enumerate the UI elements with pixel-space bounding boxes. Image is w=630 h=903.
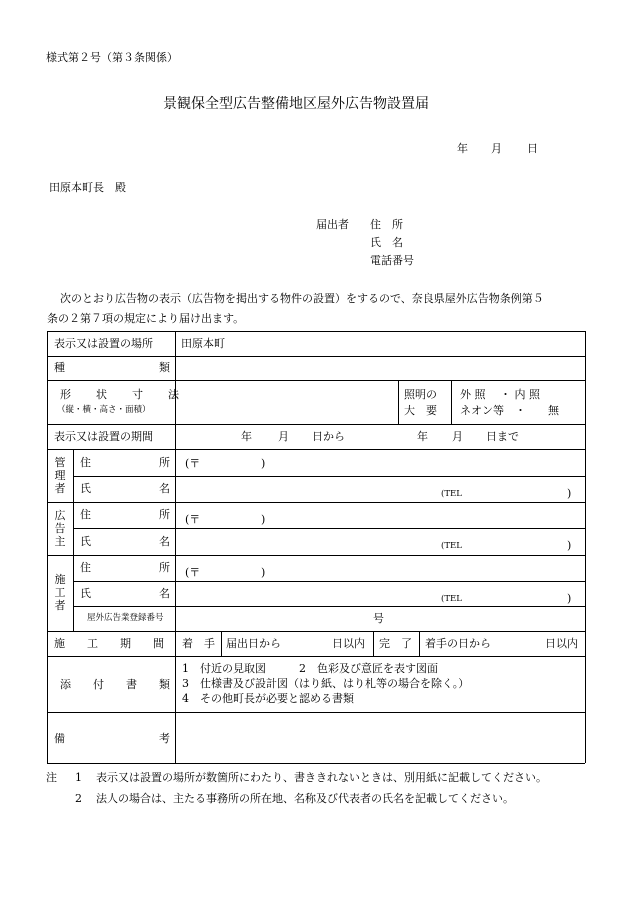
date-year: 年 [457,142,468,155]
lighting-label-1: 照明の [404,388,437,401]
applicant-label: 届出者 [316,218,349,231]
finish-text: 着手の日から [425,637,491,650]
registration-suffix: 号 [373,612,384,625]
date-month: 月 [491,142,502,155]
note-2-number: 2 [75,792,82,805]
size-sublabel: （縦・横・高さ・面積） [57,405,151,415]
advertiser-address-label-2: 所 [159,508,170,521]
attachment-1: 1 付近の見取図 2 色彩及び意匠を表す図面 [182,662,438,675]
attachment-2: 3 仕様書及び設計図（はり紙、はり札等の場合を除く。） [182,677,470,690]
advertiser-label: 広告主 [54,509,66,548]
note-1-number: 1 [75,771,82,784]
form-title: 景観保全型広告整備地区屋外広告物設置届 [163,96,429,112]
remarks-label-2: 考 [159,732,170,745]
manager-postal-open: (〒 [185,457,201,470]
size-label: 形 状 寸 法 [60,388,180,401]
remarks-label-1: 備 [54,732,65,745]
contractor-address-label-1: 住 [80,561,91,574]
construction-label: 施 工 期 間 [54,637,164,650]
period-from: 日から [312,430,345,443]
remarks-field[interactable] [177,714,583,761]
intro-line-2: 条の２第７項の規定により届け出ます。 [47,312,245,325]
applicant-address-label: 住 所 [370,218,403,231]
advertiser-address-label-1: 住 [80,508,91,521]
period-year-2: 年 [417,430,428,443]
applicant-phone-label: 電話番号 [370,254,414,267]
registration-label: 屋外広告業登録番号 [87,613,164,623]
type-label-2: 類 [159,361,170,374]
advertiser-postal-close: ) [261,513,266,526]
contractor-postal-close: ) [261,566,266,579]
period-month-1: 月 [278,430,289,443]
applicant-name-label: 氏 名 [370,236,403,249]
lighting-option-1[interactable]: 外 照 ・ 内 照 [460,388,540,401]
contractor-postal-open: (〒 [185,566,201,579]
start-label: 着 手 [182,637,215,650]
size-field[interactable] [177,382,396,422]
period-until: 日まで [486,430,519,443]
period-year-1: 年 [241,430,252,443]
manager-label: 管理者 [54,456,66,495]
date-day: 日 [527,142,538,155]
manager-address-label-2: 所 [159,456,170,469]
contractor-label: 施工者 [54,573,66,612]
form-number: 様式第２号（第３条関係） [46,51,178,64]
contractor-tel-close: ) [567,592,572,605]
contractor-name-label-1: 氏 [80,587,91,600]
contractor-address-label-2: 所 [159,561,170,574]
attachments-label: 添 付 書 類 [60,678,170,691]
note-2: 法人の場合は、主たる事務所の所在地、名称及び代表者の氏名を記載してください。 [96,792,514,805]
addressee: 田原本町長 殿 [49,181,126,194]
advertiser-tel-close: ) [567,539,572,552]
finish-within: 日以内 [545,637,578,650]
advertiser-name-label-1: 氏 [80,535,91,548]
lighting-option-2[interactable]: ネオン等 ・ 無 [460,404,559,417]
manager-tel-close: ) [567,487,572,500]
contractor-name-label-2: 名 [159,587,170,600]
period-label: 表示又は設置の期間 [54,430,153,443]
intro-line-1: 次のとおり広告物の表示（広告物を掲出する物件の設置）をするので、奈良県屋外広告物条例第５ [60,292,544,305]
period-month-2: 月 [452,430,463,443]
manager-name-label-1: 氏 [80,482,91,495]
advertiser-tel-open: (TEL [441,541,462,551]
advertiser-name-label-2: 名 [159,535,170,548]
attachment-3: 4 その他町長が必要と認める書類 [182,692,354,705]
start-text: 届出日から [226,637,281,650]
advertiser-postal-open: (〒 [185,513,201,526]
location-value: 田原本町 [181,337,225,350]
lighting-label-2: 大 要 [404,404,437,417]
manager-address-label-1: 住 [80,456,91,469]
note-label: 注 [46,771,57,784]
type-field[interactable] [177,358,583,378]
manager-postal-close: ) [261,457,266,470]
type-label-1: 種 [54,361,65,374]
finish-label: 完 了 [379,637,412,650]
note-1: 表示又は設置の場所が数箇所にわたり、書ききれないときは、別用紙に記載してください。 [96,771,547,784]
manager-name-label-2: 名 [159,482,170,495]
location-label: 表示又は設置の場所 [54,337,153,350]
start-within: 日以内 [332,637,365,650]
contractor-tel-open: (TEL [441,594,462,604]
manager-tel-open: (TEL [441,489,462,499]
